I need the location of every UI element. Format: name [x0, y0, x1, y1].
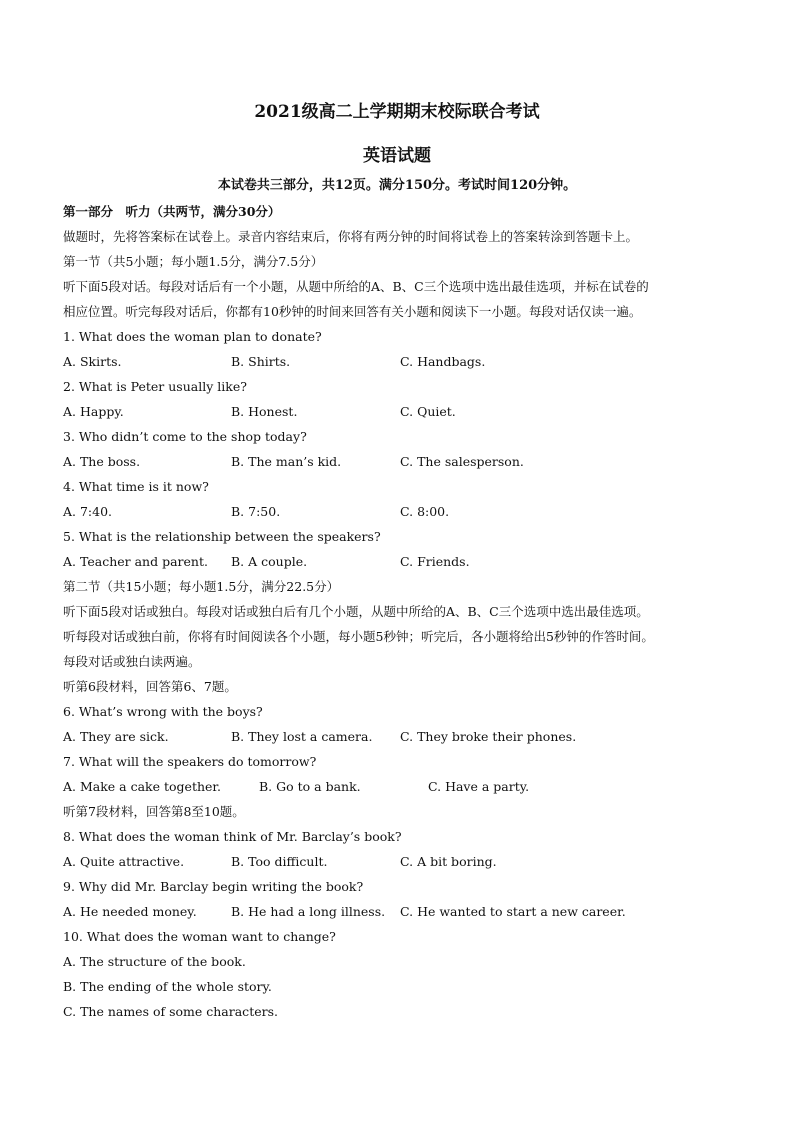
option-c: C. A bit boring. — [400, 854, 497, 869]
option-a: A. The boss. — [63, 454, 141, 469]
option-b: B. 7:50. — [231, 504, 281, 519]
option-a: A. Happy. — [63, 404, 124, 419]
option-a: A. The structure of the book. — [63, 954, 246, 969]
question-6-options — [63, 724, 743, 749]
option-a: A. They are sick. — [63, 729, 169, 744]
option-b: B. They lost a camera. — [231, 729, 373, 744]
option-b: B. The ending of the whole story. — [63, 979, 272, 994]
material-6-note: 听第6段材料，回答第6、7题。 — [63, 679, 237, 694]
section2-instruction-line: 每段对话或独白读两遍。 — [63, 654, 201, 669]
question-2: 2. What is Peter usually like? — [63, 379, 247, 394]
question-1-options — [63, 349, 743, 374]
question-9: 9. Why did Mr. Barclay begin writing the book? — [63, 879, 364, 894]
part1-heading: 第一部分 听力（共两节，满分30分） — [63, 204, 281, 219]
exam-subject: 英语试题 — [363, 146, 431, 166]
option-c: C. The salesperson. — [400, 454, 524, 469]
material-7-note: 听第7段材料，回答第8至10题。 — [63, 804, 245, 819]
question-7: 7. What will the speakers do tomorrow? — [63, 754, 317, 769]
option-a: A. He needed money. — [63, 904, 197, 919]
option-a: A. Make a cake together. — [63, 779, 221, 794]
option-c: C. The names of some characters. — [63, 1004, 278, 1019]
section2-instruction-line: 听每段对话或独白前，你将有时间阅读各个小题，每小题5秒钟；听完后，各小题将给出5秒钟的作答时间。 — [63, 629, 654, 644]
question-4: 4. What time is it now? — [63, 479, 209, 494]
option-c: C. Friends. — [400, 554, 470, 569]
option-c: C. Have a party. — [428, 779, 530, 794]
exam-title: 2021级高二上学期期末校际联合考试 — [254, 102, 540, 122]
option-a: A. Quite attractive. — [63, 854, 185, 869]
section1-instruction-line: 相应位置。听完每段对话后，你都有10秒钟的时间来回答有关小题和阅读下一小题。每段对话仅读一遍。 — [63, 304, 642, 319]
question-5: 5. What is the relationship between the speakers? — [63, 529, 381, 544]
question-8-options — [63, 849, 743, 874]
section1-heading: 第一节（共5小题；每小题1.5分，满分7.5分） — [63, 254, 324, 269]
question-4-options — [63, 499, 743, 524]
option-b: B. Too difficult. — [231, 854, 328, 869]
option-a: A. 7:40. — [63, 504, 113, 519]
option-b: B. He had a long illness. — [231, 904, 386, 919]
option-b: B. A couple. — [231, 554, 308, 569]
question-6: 6. What’s wrong with the boys? — [63, 704, 263, 719]
option-c: C. He wanted to start a new career. — [400, 904, 626, 919]
option-b: B. Shirts. — [231, 354, 291, 369]
section1-instruction-line: 听下面5段对话。每段对话后有一个小题，从题中所给的A、B、C三个选项中选出最佳选项，并标在试卷的 — [63, 279, 649, 294]
question-7-options — [63, 774, 743, 799]
section2-heading: 第二节（共15小题；每小题1.5分，满分22.5分） — [63, 579, 340, 594]
option-b: B. Honest. — [231, 404, 298, 419]
question-5-options — [63, 549, 743, 574]
option-a: A. Teacher and parent. — [63, 554, 208, 569]
question-3: 3. Who didn’t come to the shop today? — [63, 429, 307, 444]
option-b: B. Go to a bank. — [259, 779, 361, 794]
question-10: 10. What does the woman want to change? — [63, 929, 336, 944]
option-a: A. Skirts. — [63, 354, 122, 369]
exam-body — [63, 199, 743, 1024]
section2-instruction-line: 听下面5段对话或独白。每段对话或独白后有几个小题，从题中所给的A、B、C三个选项中选出最佳选项。 — [63, 604, 649, 619]
option-c: C. 8:00. — [400, 504, 450, 519]
question-1: 1. What does the woman plan to donate? — [63, 329, 322, 344]
question-2-options — [63, 399, 743, 424]
option-c: C. They broke their phones. — [400, 729, 577, 744]
option-c: C. Quiet. — [400, 404, 456, 419]
part1-instruction: 做题时，先将答案标在试卷上。录音内容结束后，你将有两分钟的时间将试卷上的答案转涂到答题卡上。 — [63, 229, 639, 244]
question-9-options — [63, 899, 743, 924]
option-b: B. The man’s kid. — [231, 454, 342, 469]
question-3-options — [63, 449, 743, 474]
option-c: C. Handbags. — [400, 354, 486, 369]
question-8: 8. What does the woman think of Mr. Barclay’s book? — [63, 829, 402, 844]
exam-notice: 本试卷共三部分，共12页。满分150分。考试时间120分钟。 — [217, 178, 577, 193]
